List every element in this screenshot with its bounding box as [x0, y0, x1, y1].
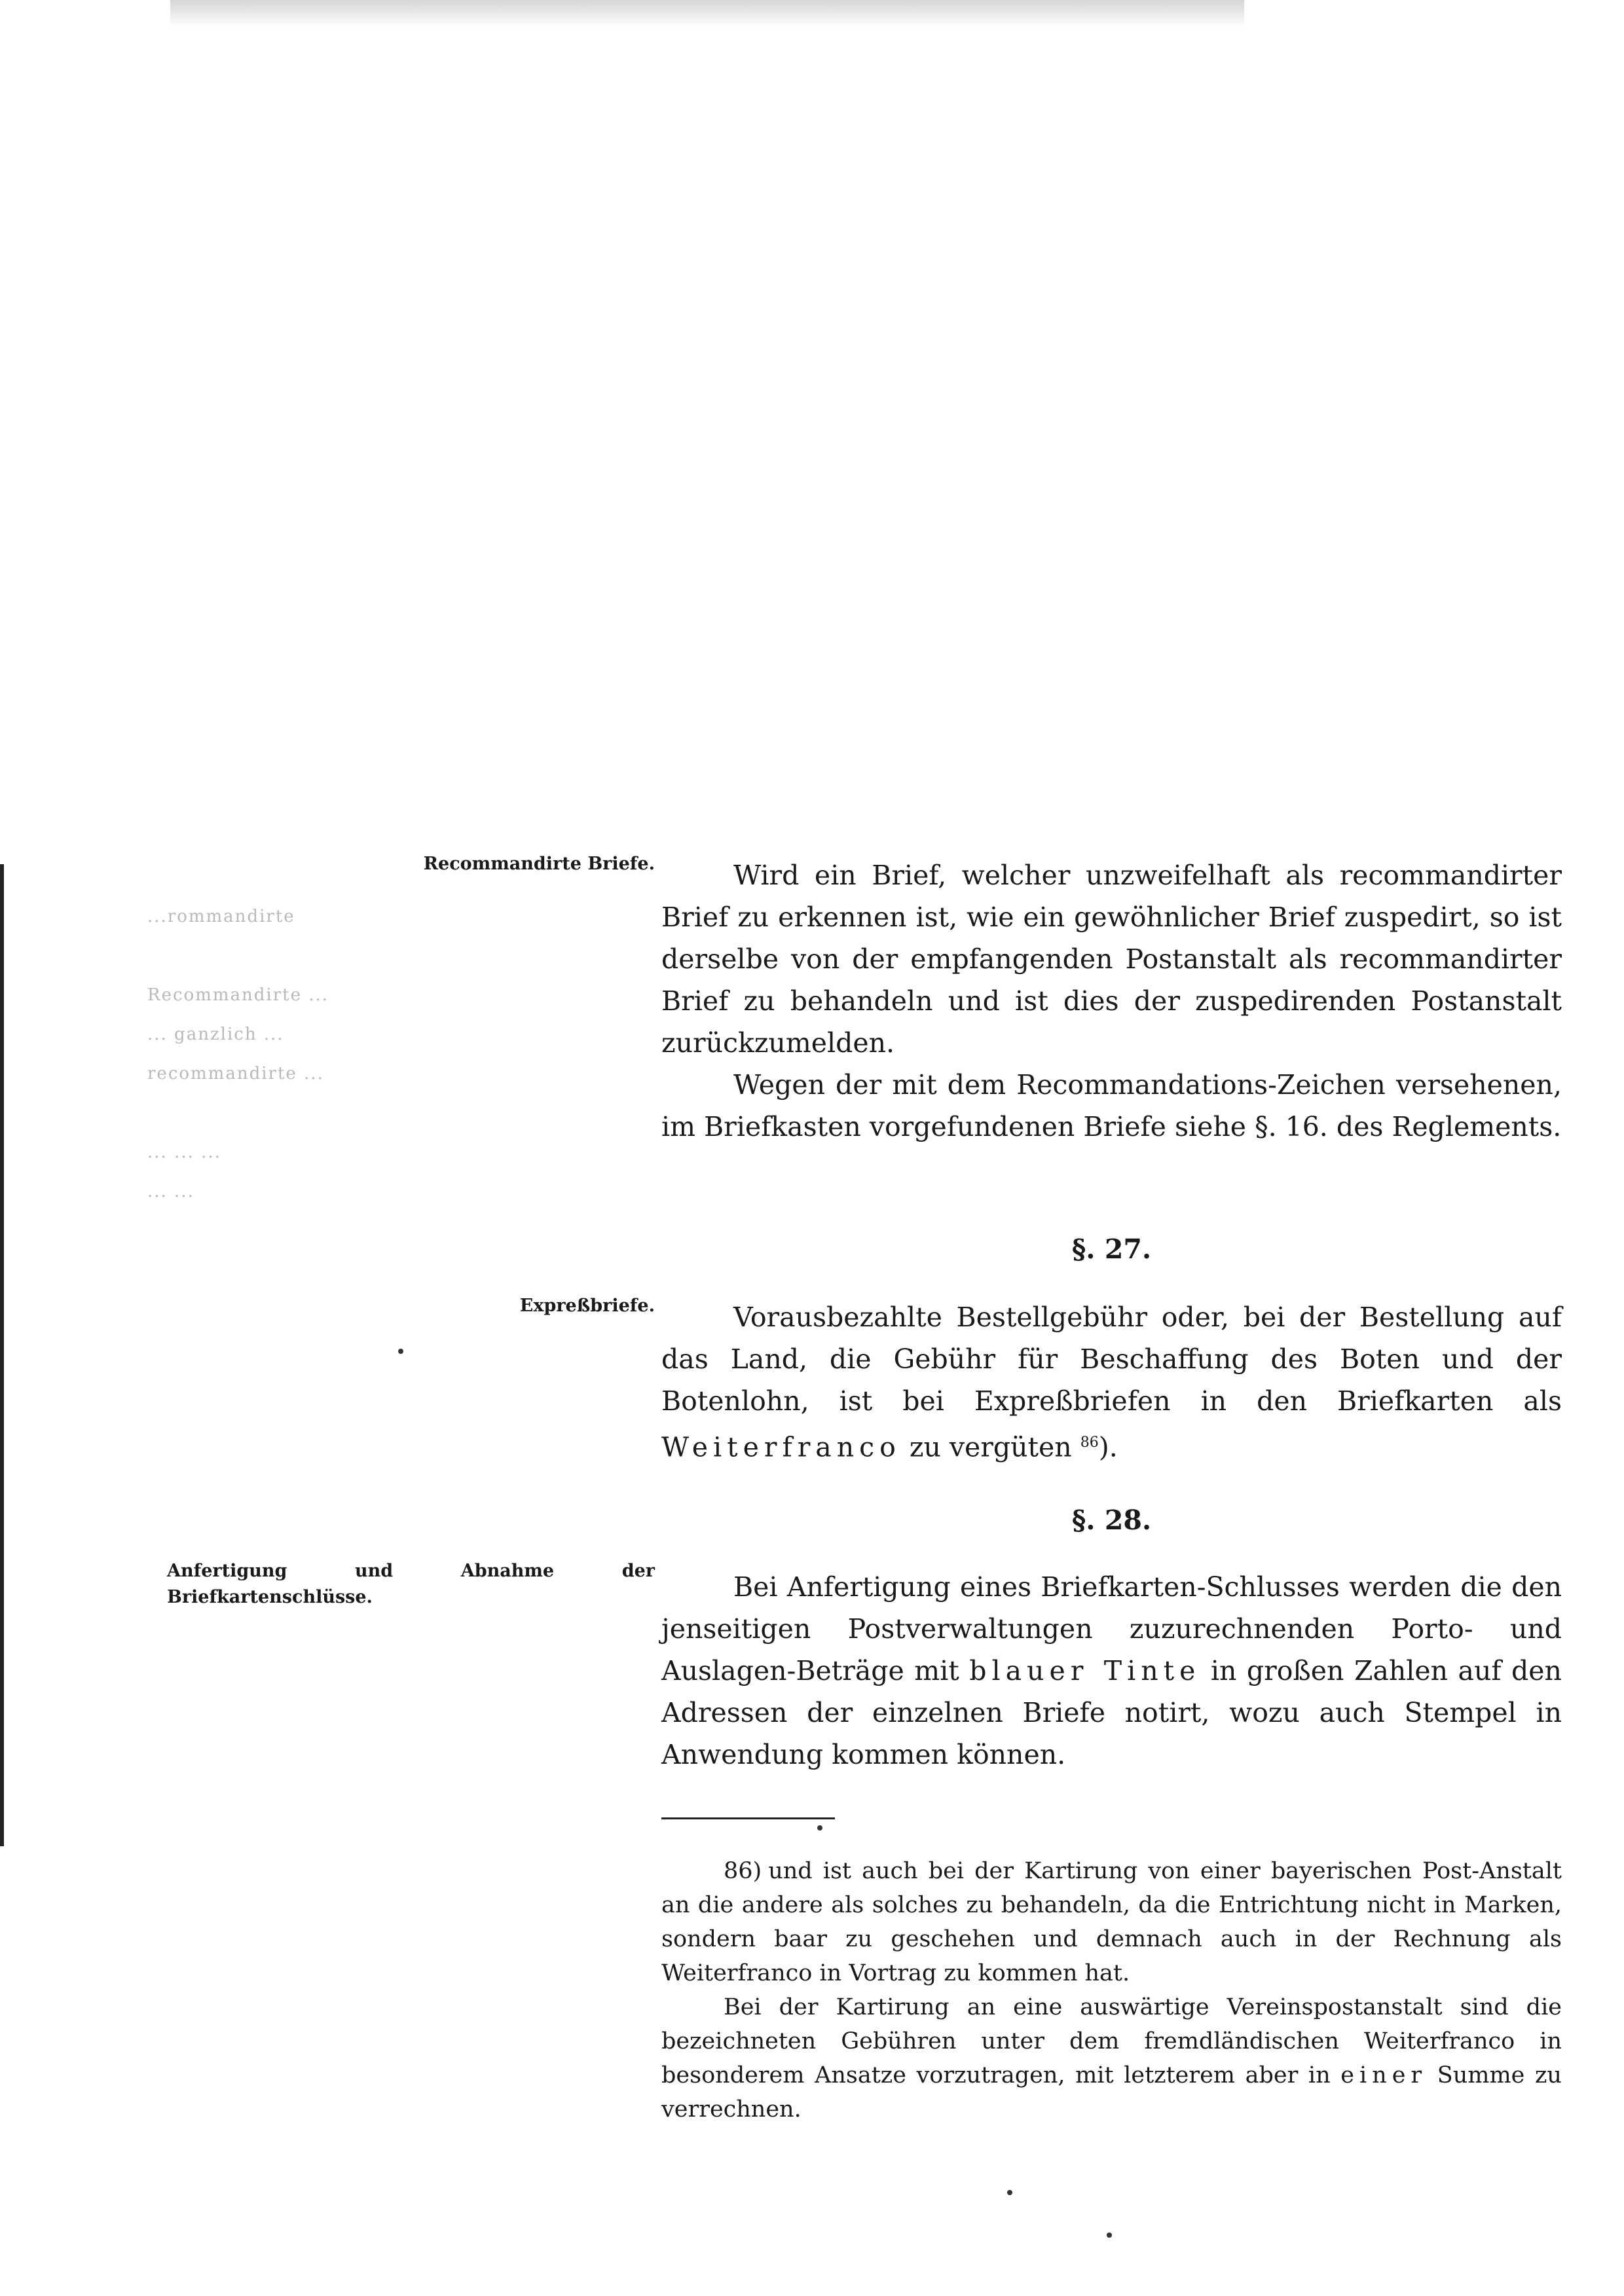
scan-smudge [170, 0, 1244, 27]
body-section-27 [661, 1296, 1562, 1468]
paragraph-text: in großen Zahlen auf den Adressen der einzelnen Briefe notirt, wozu auch Stempel in Anwendung kommen können. [661, 1655, 1562, 1770]
margin-ghost-line: ... ... [147, 1182, 194, 1201]
margin-ghost-line: ...rommandirte [147, 907, 295, 926]
margin-ghost-line: ... ... ... [147, 1142, 221, 1162]
page-edge-rule [0, 864, 4, 1846]
paragraph [661, 1566, 1562, 1776]
footnote-paragraph [661, 1854, 1562, 1990]
scan-speck [817, 1825, 822, 1831]
margin-note-recommandirte: Recommandirte Briefe. [423, 854, 655, 874]
emphasis-spaced: blauer Tinte [969, 1655, 1201, 1686]
margin-ghost-line: Recommandirte ... [147, 985, 329, 1005]
scan-speck [398, 1349, 403, 1354]
footnote-reference: 86 [1080, 1434, 1099, 1451]
paragraph-text: Bei Anfertigung eines Briefkarten-Schlusses werden die den jenseitigen Postverwaltungen zuzurechnenden Porto- und Auslagen-Beträge mit [661, 1571, 1562, 1686]
section-heading-27: §. 27. [1071, 1233, 1152, 1265]
footnote-text: und ist auch bei der Kartirung von einer bayerischen Post-Anstalt an die andere als solches zu behandeln, da die Entrichtung nicht in Marken, sondern baar zu geschehen und demnach auch in der Rechnung als Weiterfranco in Vortrag zu kommen hat. [661, 1858, 1562, 1986]
paragraph: Wegen der mit dem Recommandations-Zeichen versehenen, im Briefkasten vorgefundenen Briefe siehe §. 16. des Reglements. [661, 1069, 1562, 1142]
footnote-text: Bei der Kartirung an eine auswärtige Vereinspostanstalt sind die bezeichneten Gebühren unter dem fremdländischen Weiterfranco in besonderem Ansatze vorzutragen, mit letzterem aber in [661, 1994, 1562, 2088]
paragraph: Wird ein Brief, welcher unzweifelhaft als recommandirter Brief zu erkennen ist, wie ein gewöhnlicher Brief zuspedirt, so ist derselbe von der empfangenden Postanstalt als recommandirter Brief zu behandeln und ist dies der zuspedirenden Postanstalt zurückzumelden. [661, 860, 1562, 1059]
body-section-26 [661, 854, 1562, 1148]
paragraph-text: Vorausbezahlte Bestellgebühr oder, bei der Bestellung auf das Land, die Gebühr für Beschaffung des Boten und der Botenlohn, ist bei Expreßbriefen in den Briefkarten als [661, 1302, 1562, 1417]
scan-speck [1107, 2232, 1112, 2238]
footnote-number: 86) [724, 1858, 762, 1884]
margin-note-anfertigung: Anfertigung und Abnahme der Briefkartenschlüsse. [167, 1561, 655, 1607]
footnote-paragraph [661, 1990, 1562, 2126]
margin-ghost-line: recommandirte ... [147, 1064, 324, 1084]
footnote [661, 1854, 1562, 2126]
section-heading-28: §. 28. [1071, 1504, 1152, 1536]
emphasis-spaced: Weiterfranco [661, 1431, 901, 1463]
paragraph-text: ). [1098, 1431, 1118, 1463]
emphasis-spaced: einer [1340, 2062, 1428, 2088]
body-section-28 [661, 1566, 1562, 1776]
margin-ghost-line: ... ganzlich ... [147, 1025, 284, 1044]
margin-note-expressbriefe: Expreßbriefe. [519, 1296, 655, 1316]
footnote-text: Summe zu verrechnen. [661, 2062, 1562, 2123]
paragraph [661, 1296, 1562, 1468]
paragraph-text: zu vergüten [909, 1431, 1072, 1463]
footnote-divider [661, 1817, 835, 1819]
scan-speck [1007, 2190, 1012, 2195]
